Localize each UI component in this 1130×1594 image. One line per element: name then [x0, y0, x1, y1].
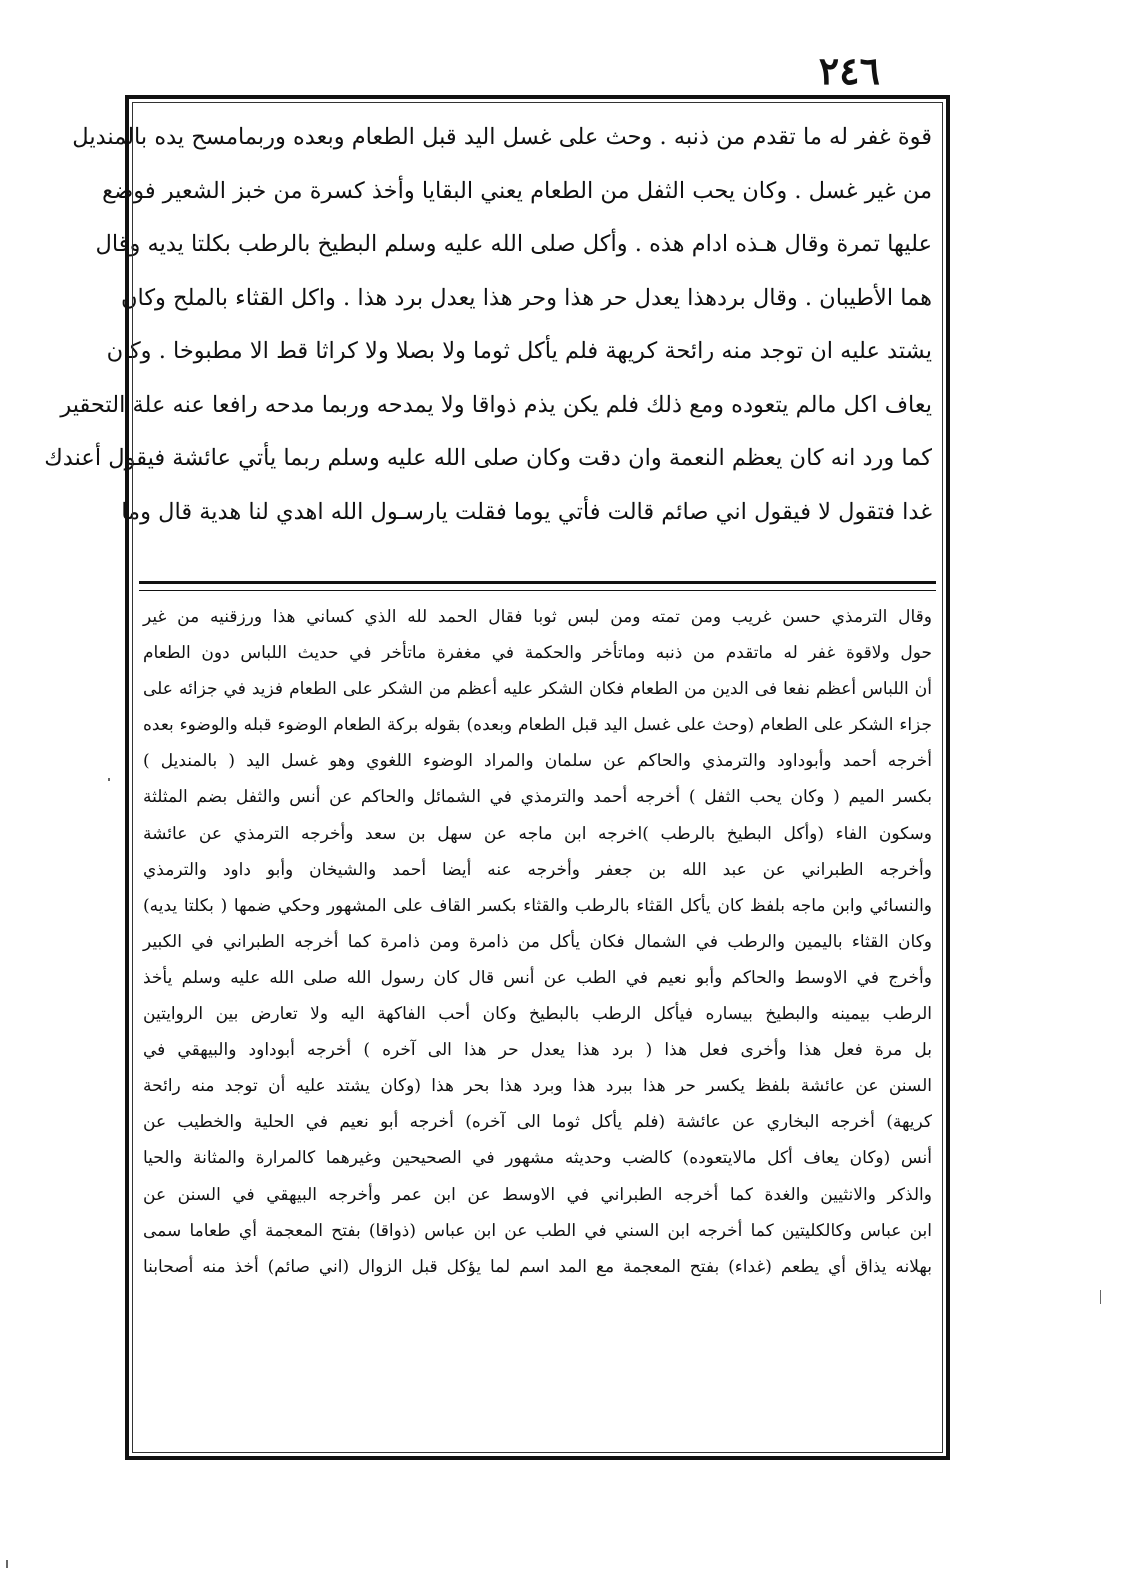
- sharh-line: وكان القثاء باليمين والرطب في الشمال فكان يأكل من ذامرة ومن ذامرة كما أخرجه الطبراني في الكبير: [143, 931, 932, 952]
- sharh-line: والنسائي وابن ماجه بلفظ كان يأكل القثاء بالرطب والقثاء بكسر القاف على المشهور وحكي ضمها ( بكلتا يديه): [143, 895, 932, 916]
- sharh-line: بكسر الميم ( وكان يحب الثفل ) أخرجه أحمد والترمذي في الشمائل والحاكم عن أنس والثفل بضم المثلثة: [143, 787, 932, 808]
- matn-line: قوة غفر له ما تقدم من ذنبه . وحث على غسل اليد قبل الطعام وبعده وربمامسح يده بالمنديل: [72, 124, 932, 150]
- matn-line: كما ورد انه كان يعظم النعمة وان دقت وكان صلى الله عليه وسلم ربما يأتي عائشة فيقول أعندك: [44, 445, 932, 471]
- sharh-line: كريهة) أخرجه البخاري عن عائشة (فلم يأكل ثوما الى آخره) أخرجه أبو نعيم في الحلية والخطيب عن: [143, 1112, 932, 1133]
- matn-text: [44, 111, 932, 543]
- sharh-text: [143, 599, 932, 1285]
- matn-line: يعاف اكل مالم يتعوده ومع ذلك فلم يكن يذم ذواقا ولا يمدحه وربما مدحه رافعا عنه علة التحقير: [60, 391, 932, 418]
- sharh-line: ابن عباس وكالكليتين كما أخرجه ابن السني في الطب عن ابن عباس (ذواقا) بفتح المعجمة أي طعاما سمى: [143, 1220, 932, 1241]
- sharh-line: وسكون الفاء (وأكل البطيخ بالرطب )اخرجه ابن ماجه عن سهل بن سعد وأخرجه الترمذي عن عائشة: [143, 823, 932, 844]
- sharh-line: بهلانه يذاق أي يطعم (غداء) بفتح المعجمة مع المد اسم لما يؤكل قبل الزوال (اني صائم) أخذ منه أصحابنا: [143, 1256, 932, 1277]
- matn-line: غدا فتقول لا فيقول اني صائم قالت فأتي يوما فقلت يارسـول الله اهدي لنا هدية قال وما: [121, 498, 932, 525]
- sharh-line: بل مرة فعل هذا وأخرى فعل هذا ( برد هذا يعدل حر هذا الى آخره ) أخرجه أبوداود والبيهقي في: [143, 1040, 932, 1061]
- sharh-line: السنن عن عائشة بلفظ يكسر حر هذا ببرد هذا وبرد هذا بحر هذا (وكان يشتد عليه أن توجد منه رائحة: [143, 1076, 932, 1097]
- sharh-line: وقال الترمذي حسن غريب ومن تمته ومن لبس ثوبا فقال الحمد لله الذي كساني هذا ورزقنيه من غير: [143, 607, 932, 627]
- matn-line: من غير غسل . وكان يحب الثفل من الطعام يعني البقايا وأخذ كسرة من خبز الشعير فوضع: [102, 177, 932, 204]
- sharh-line: أن اللباس أعظم نفعا فى الدين من الطعام فكان الشكر عليه أعظم من الشكر على الطعام فزيد في جزائه على: [143, 679, 932, 700]
- section-divider: [139, 581, 936, 591]
- page-number: ٢٤٦: [818, 48, 880, 93]
- matn-line: هما الأطيبان . وقال بردهذا يعدل حر هذا وحر هذا يعدل برد هذا . واكل القثاء بالملح وكان: [120, 284, 932, 311]
- sharh-line: حول ولاقوة غفر له ماتقدم من ذنبه وماتأخر والحكمة في مغفرة ماتأخر في حديث اللباس دون الطعام: [143, 643, 932, 664]
- sharh-line: وأخرجه الطبراني عن عبد الله بن جعفر وأخرجه عنه أيضا أحمد والشيخان وأبو داود والترمذي: [143, 859, 932, 880]
- scan-speck: [6, 1560, 8, 1568]
- matn-line: يشتد عليه ان توجد منه رائحة كريهة فلم يأكل ثوما ولا بصلا ولا كراثا قط الا مطبوخا . وكان: [106, 338, 932, 364]
- scan-speck: [1100, 1290, 1101, 1304]
- sharh-line: وأخرج في الاوسط والحاكم وأبو نعيم في الطب عن أنس قال كان رسول الله صلى الله عليه وسلم يأخذ: [143, 967, 932, 988]
- scan-speck: [108, 778, 110, 781]
- sharh-line: جزاء الشكر على الطعام (وحث على غسل اليد قبل الطعام وبعده) بقوله بركة الطعام الوضوء قبله والوضوء بعده: [143, 715, 932, 736]
- matn-line: عليها تمرة وقال هـذه ادام هذه . وأكل صلى الله عليه وسلم البطيخ بالرطب بكلتا يديه وقال: [95, 231, 932, 257]
- page-frame: [44, 95, 950, 1460]
- sharh-line: أنس (وكان يعاف أكل مالايتعوده) كالضب وحديثه مشهور في الصحيحين وغيرهما كالمرارة والمثانة والحيا: [143, 1148, 932, 1169]
- sharh-line: الرطب بيمينه والبطيخ بيساره فيأكل الرطب بالبطيخ وكان أحب الفاكهة اليه ولا تعارض بين الروايتين: [143, 1004, 932, 1025]
- sharh-line: أخرجه أحمد وأبوداود والترمذي والحاكم عن سلمان والمراد الوضوء اللغوي وهو غسل اليد ( بالمنديل ): [143, 751, 932, 772]
- sharh-line: والذكر والانثيين والغدة كما أخرجه الطبراني في الاوسط عن ابن عمر وأخرجه البيهقي في السنن عن: [143, 1184, 932, 1205]
